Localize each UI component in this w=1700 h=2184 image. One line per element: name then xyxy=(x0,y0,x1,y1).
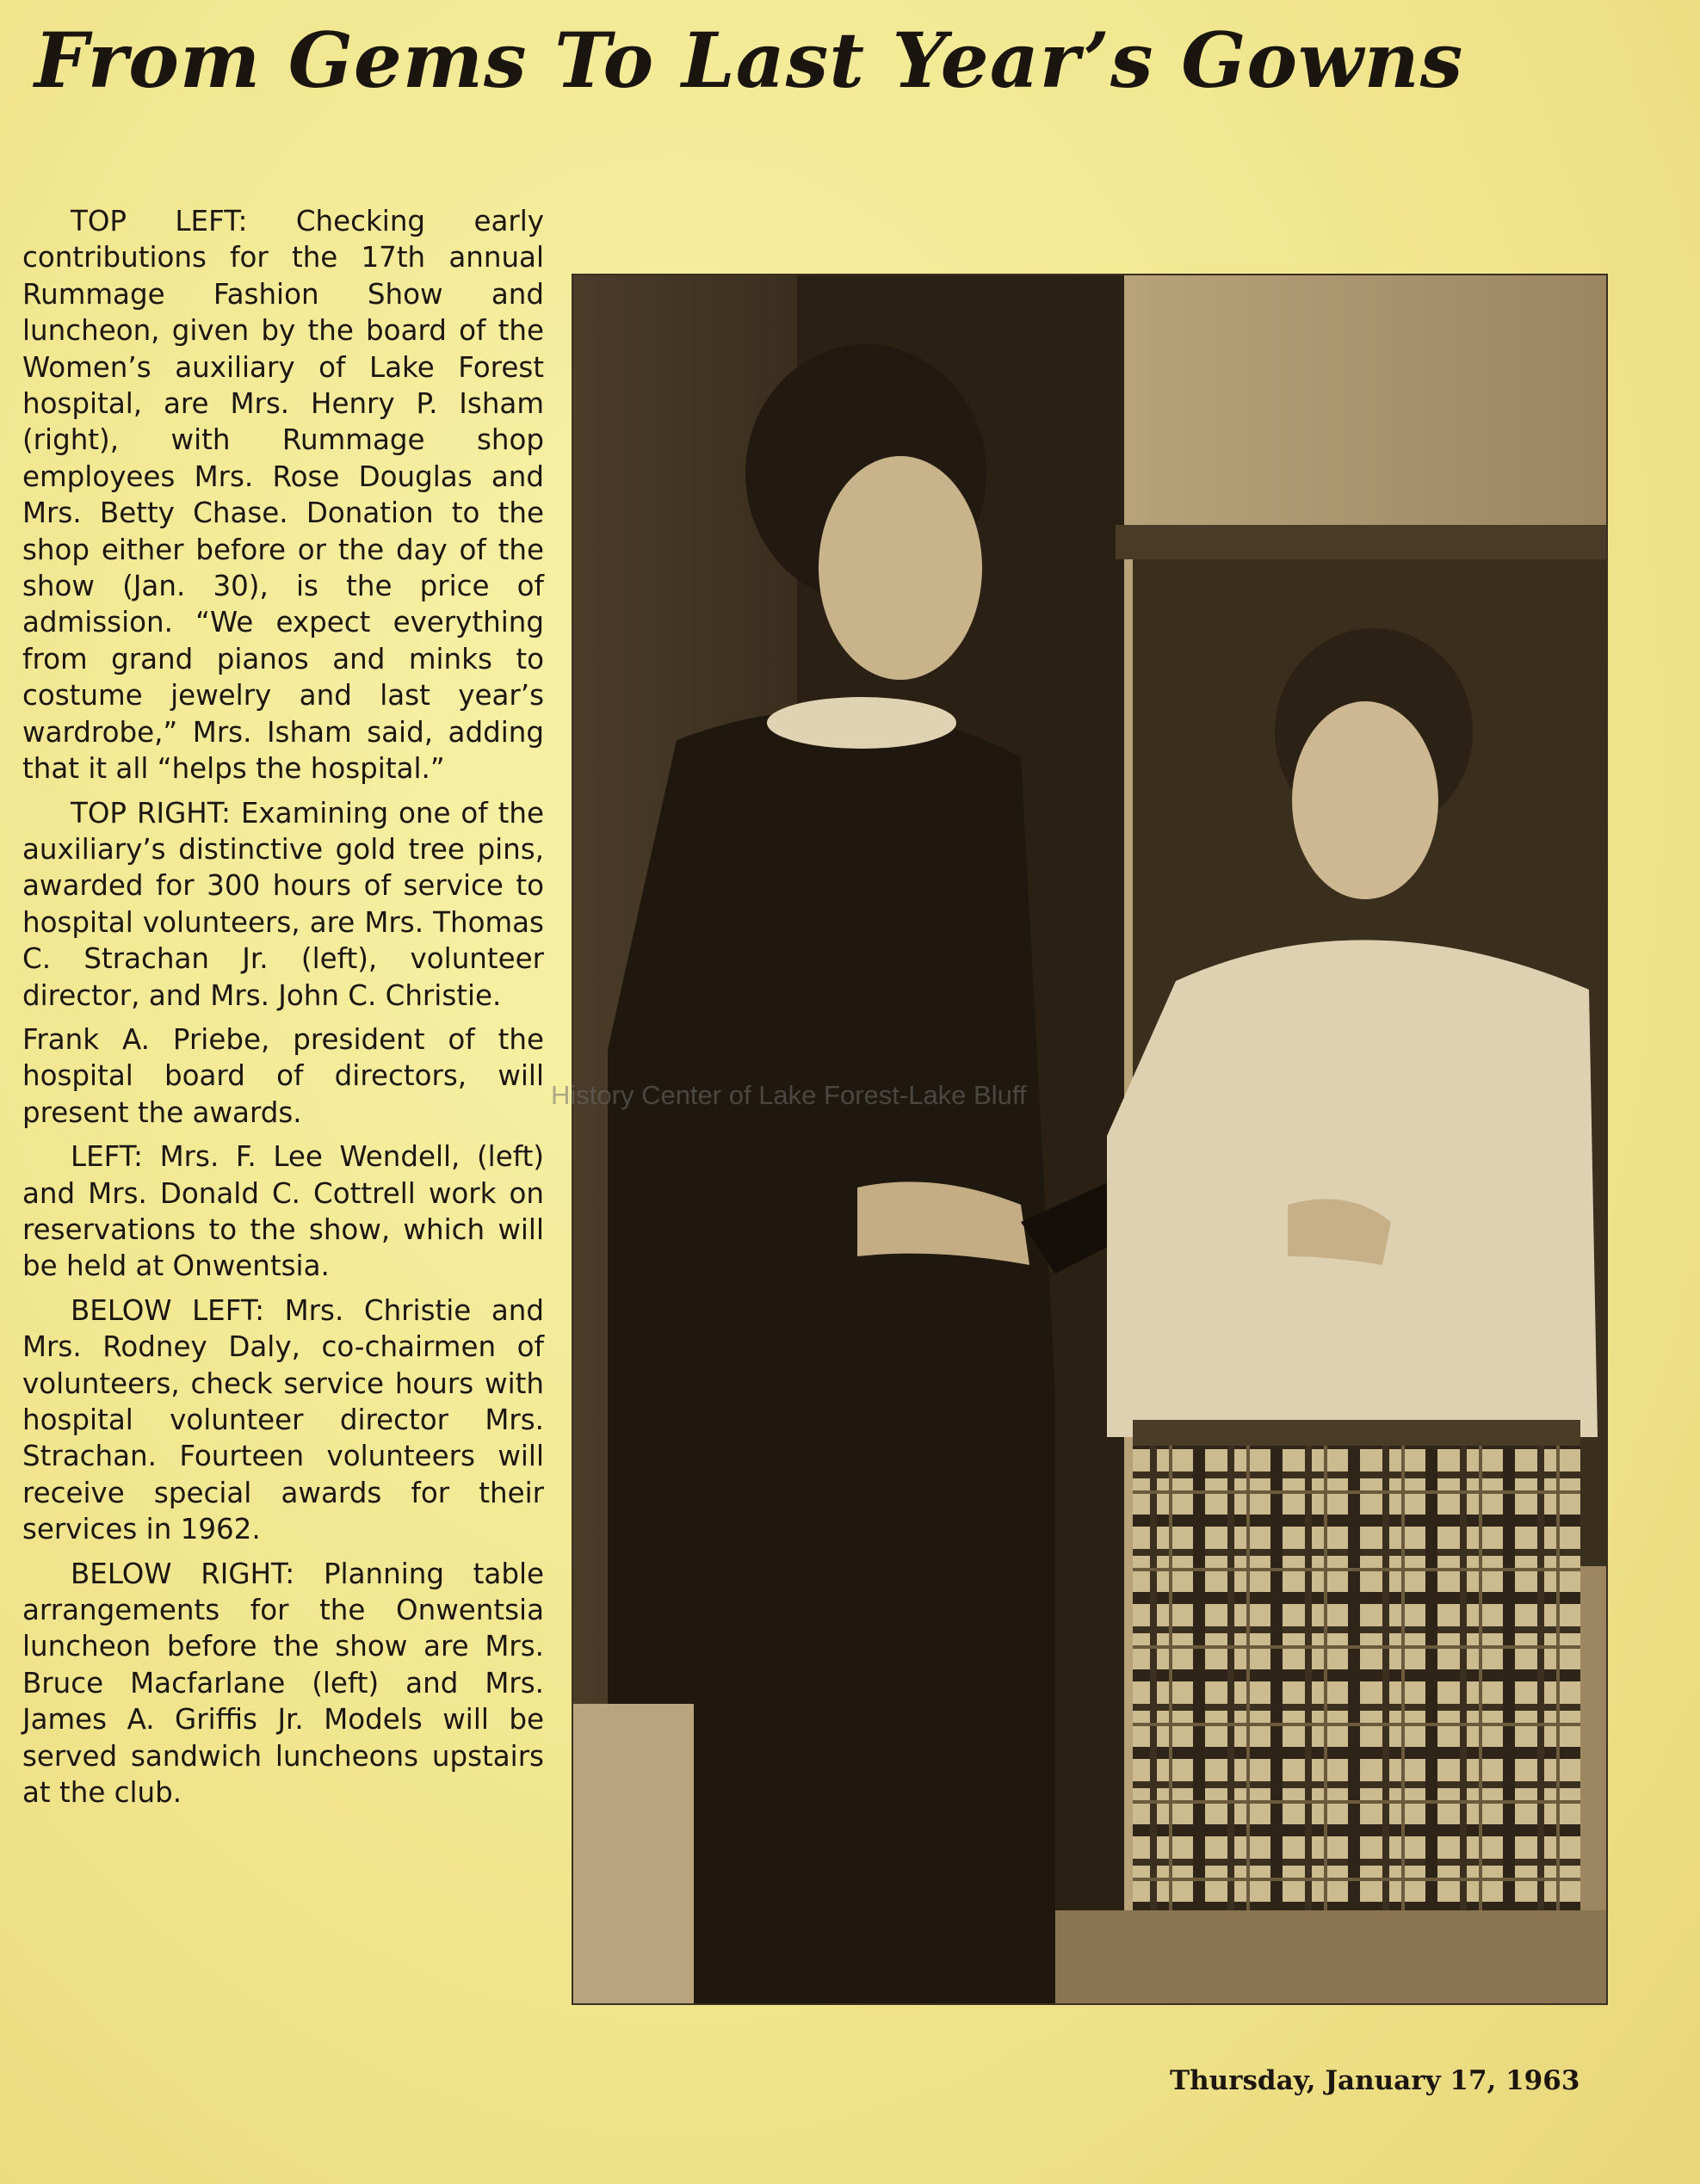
article-column xyxy=(22,203,544,1818)
paragraph-below-left: BELOW LEFT: Mrs. Christie and Mrs. Rodney Daly, co-chairmen of volunteers, check service hours with hospital volunteer director Mrs. Strachan. Fourteen volunteers will receive special awards for their services in 1962. xyxy=(22,1293,544,1546)
paragraph-below-right: BELOW RIGHT: Planning table arrangements for the Onwentsia luncheon before the show are Mrs. Bruce Macfarlane (left) and Mrs. James A. Griffis Jr. Models will be served sandwich luncheons upstairs at the club. xyxy=(22,1557,544,1810)
headline: From Gems To Last Year’s Gowns xyxy=(34,15,1464,105)
dateline: Thursday, January 17, 1963 xyxy=(1170,2065,1580,2096)
paragraph-top-left: TOP LEFT: Checking early contributions for the 17th annual Rummage Fashion Show and luncheon, given by the board of the Women’s auxiliary of Lake Forest hospital, are Mrs. Henry P. Isham (right), with Rummage shop employees Mrs. Rose Douglas and Mrs. Betty Chase. Donation to the shop either before or the day of the show (Jan. 30), is the price of admission. “We expect everything from grand pianos and minks to costume jewelry and last year’s wardrobe,” Mrs. Isham said, adding that it all “helps the hospital.” xyxy=(22,205,544,786)
paragraph-left: LEFT: Mrs. F. Lee Wendell, (left) and Mrs. Donald C. Cottrell work on reservations to the show, which will be held at Onwentsia. xyxy=(22,1140,544,1283)
watermark-text: History Center of Lake Forest-Lake Bluff xyxy=(551,1080,1027,1110)
photo-illustration xyxy=(573,275,1606,2003)
news-photo xyxy=(572,274,1608,2005)
paragraph-awards: Frank A. Priebe, president of the hospital board of directors, will present the awards. xyxy=(22,1022,544,1129)
paragraph-top-right: TOP RIGHT: Examining one of the auxiliary’s distinctive gold tree pins, awarded for 300 hours of service to hospital volunteers, are Mrs. Thomas C. Strachan Jr. (left), volunteer director, and Mrs. John C. Christie. xyxy=(22,796,544,1012)
